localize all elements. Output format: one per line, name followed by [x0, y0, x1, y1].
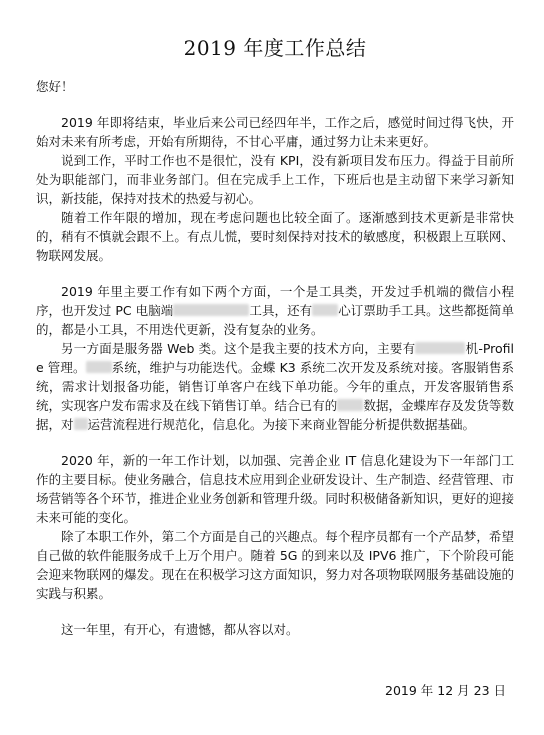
spacer: [36, 96, 514, 113]
redaction-mark: [415, 342, 465, 354]
paragraph-text: 数据，金蝶库存及发货等数据，对: [36, 398, 514, 432]
paragraph-text: 系统，维护与功能迭代。金蝶 K3 系统二次开发及系统对接。客服销售系统，需求计划报备功能，销售订单客户在线下单功能。今年的重点，开发客服销售系统，实现客户发布需求及在线下销售订单。结合已有的: [36, 360, 514, 413]
paragraph-text: 2019 年里主要工作有如下两个方面，一个是工具类，开发过手机端的微信小程序，也开发过 PC 电脑端: [36, 284, 514, 318]
paragraph-text: 机-Profile 管理。: [36, 341, 515, 375]
paragraph-text: 另一方面是服务器 Web 类。这个是我主要的技术方向，主要有: [61, 341, 416, 356]
paragraph-text: 心订票助手工具。这些都挺简单的，都是小工具，不用迭代更新，没有复杂的业务。: [36, 303, 514, 337]
paragraph-text: 2019 年即将结束，毕业后来公司已经四年半，工作之后，感觉时间过得飞快，开始对未来有所考虑，开始有所期待，不甘心平庸，通过努力让未来更好。: [36, 115, 514, 149]
paragraph-work-status: [36, 151, 514, 208]
paragraph-tech-awareness: [36, 208, 514, 265]
paragraph-2020-plan: [36, 451, 514, 527]
spacer: [36, 265, 514, 282]
redaction-mark: [86, 361, 112, 373]
redaction-mark: [173, 304, 249, 316]
spacer: [36, 434, 514, 451]
paragraph-text: 运营流程进行规范化，信息化。为接下来商业智能分析提供数据基础。: [87, 417, 476, 432]
paragraph-text: 2020 年，新的一年工作计划，以加强、完善企业 IT 信息化建设为下一年部门工作的主要目标。使业务融合，信息技术应用到企业研发设计、生产制造、经营管理、市场营销等各个环节，推进企业业务创新和管理升级。同时积极储备新知识，更好的迎接未来可能的变化。: [36, 453, 514, 525]
paragraph-text: 工具，还有: [249, 303, 313, 318]
greeting: 您好！: [36, 79, 74, 94]
spacer: [36, 603, 514, 620]
redaction-mark: [337, 399, 363, 411]
document-date: 2019 年 12 月 23 日: [385, 683, 506, 698]
paragraph-interests: [36, 527, 514, 603]
redaction-mark: [74, 418, 88, 430]
paragraph-closing: [36, 620, 514, 639]
paragraph-text: 除了本职工作外，第二个方面是自己的兴趣点。每个程序员都有一个产品梦，希望自己做的软件能服务成千上万个用户。随着 5G 的到来以及 IPV6 推广，下个阶段可能会迎来物联网的爆发。现在在积极学习这方面知识，努力对各项物联网服务基础设施的实践与积累。: [36, 529, 514, 601]
paragraph-intro: [36, 113, 514, 151]
paragraph-text: 这一年里，有开心，有遗憾，都从容以对。: [61, 622, 299, 637]
paragraph-text: 说到工作，平时工作也不是很忙，没有 KPI，没有新项目发布压力。得益于目前所处为职能部门，而非业务部门。但在完成手上工作，下班后也是主动留下来学习新知识，新技能，保持对技术的热爱与初心。: [36, 153, 514, 206]
document-title: 2019 年度工作总结: [183, 36, 367, 60]
paragraph-web-work: [36, 339, 514, 434]
paragraph-tools-work: [36, 282, 514, 339]
paragraph-text: 随着工作年限的增加，现在考虑问题也比较全面了。逐渐感到技术更新是非常快的，稍有不慎就会跟不上。有点儿慌，要时刻保持对技术的敏感度，积极跟上互联网、物联网发展。: [36, 210, 514, 263]
redaction-mark: [312, 304, 338, 316]
